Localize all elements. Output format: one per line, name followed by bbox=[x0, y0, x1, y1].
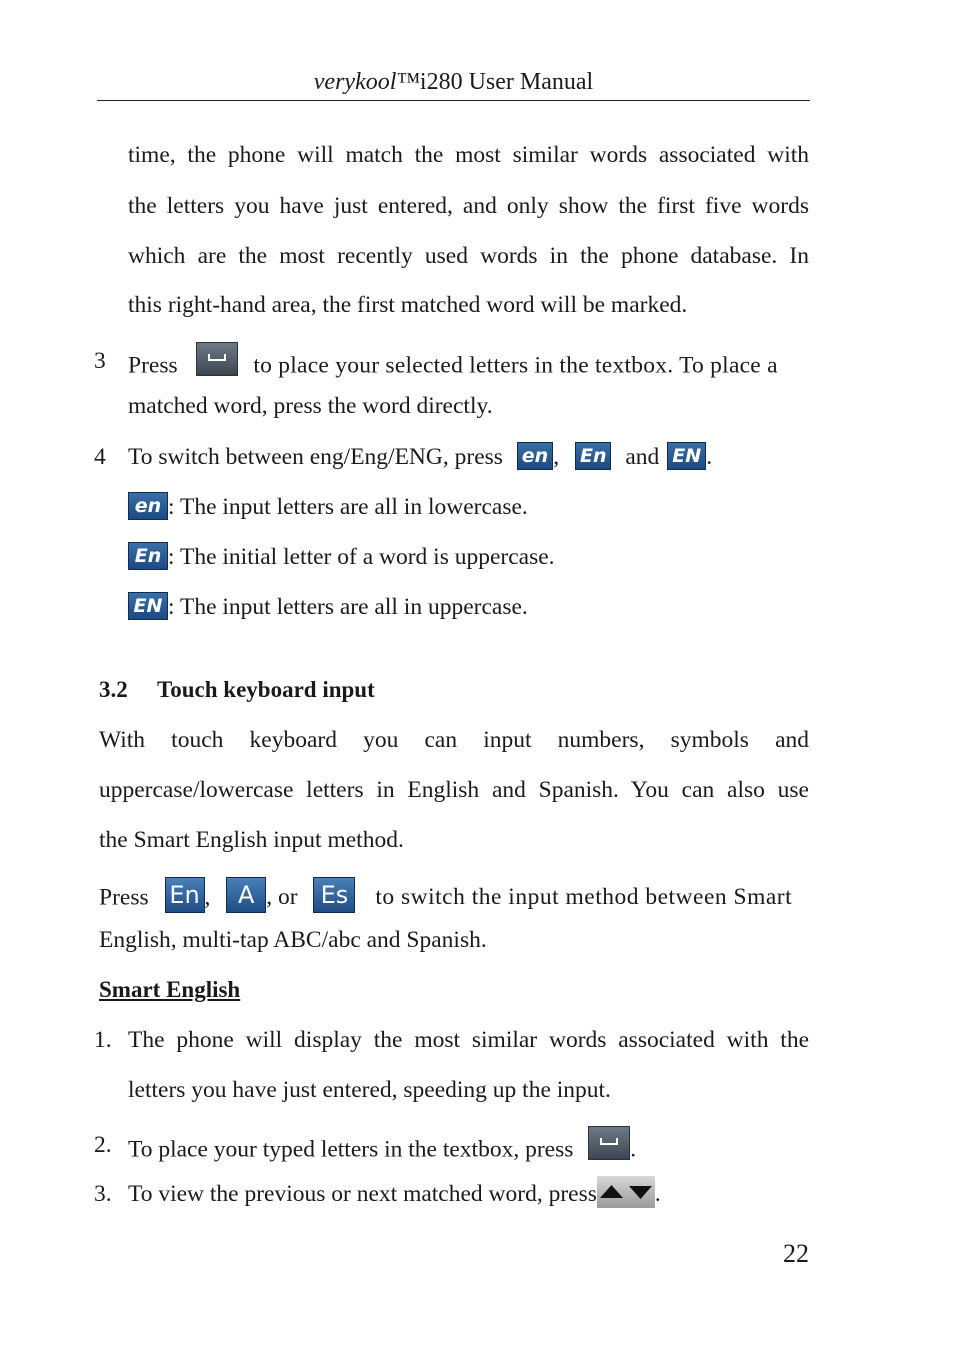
space-key-icon bbox=[196, 342, 238, 384]
comma-1: , bbox=[553, 444, 560, 470]
page-number: 22 bbox=[783, 1239, 809, 1268]
para2-line-2: uppercase/lowercase letters in English and Spanish. You can also use bbox=[99, 777, 809, 803]
para2-line-1: With touch keyboard you can input numbers, symbols and bbox=[99, 727, 809, 753]
en-lowercase-icon: en bbox=[517, 440, 553, 470]
or-text: , or bbox=[266, 884, 298, 911]
list-3-number: 3. bbox=[94, 1181, 112, 1207]
smart-english-key-icon: En bbox=[165, 877, 205, 913]
period: . bbox=[706, 444, 713, 470]
en-initial-caps-icon: En bbox=[575, 440, 612, 470]
list-3-line bbox=[128, 1179, 809, 1212]
en-uppercase-icon: EN bbox=[128, 590, 168, 620]
step-4-text: To switch between eng/Eng/ENG, press bbox=[128, 444, 503, 470]
para2-line-3: the Smart English input method. bbox=[99, 827, 404, 853]
header-title: i280 User Manual bbox=[419, 69, 594, 95]
para1-line-2: the letters you have just entered, and only show the first five words bbox=[128, 193, 809, 219]
mode-initial-caps-desc: : The initial letter of a word is uppercase. bbox=[168, 544, 555, 570]
para1-line-3: which are the most recently used words in the phone database. In bbox=[128, 243, 809, 269]
page-header bbox=[97, 66, 810, 101]
mode-uppercase-row bbox=[128, 592, 809, 624]
up-down-arrows-icon bbox=[597, 1176, 655, 1208]
list-2-number: 2. bbox=[94, 1132, 112, 1158]
list-3-text: To view the previous or next matched word, press bbox=[128, 1181, 597, 1207]
press-after-text: to switch the input method between Smart bbox=[375, 884, 793, 911]
para1-line-1: time, the phone will match the most similar words associated with bbox=[128, 142, 809, 168]
mode-lowercase-row bbox=[128, 492, 809, 524]
para1-line-4: this right-hand area, the first matched word will be marked. bbox=[128, 292, 688, 318]
list-3-period: . bbox=[654, 1181, 661, 1207]
step-3-after: to place your selected letters in the textbox. To place a bbox=[253, 352, 778, 379]
step-3-line-1 bbox=[128, 346, 809, 388]
mode-uppercase-desc: : The input letters are all in uppercase. bbox=[168, 594, 528, 620]
list-1-line-2: letters you have just entered, speeding up the input. bbox=[128, 1077, 611, 1103]
multitap-abc-key-icon: A bbox=[226, 877, 266, 913]
list-2-period: . bbox=[630, 1136, 637, 1163]
spanish-key-icon: Es bbox=[313, 877, 355, 913]
press-text: Press bbox=[99, 884, 149, 911]
en-uppercase-icon: EN bbox=[667, 440, 706, 470]
list-1-line-1: The phone will display the most similar words associated with the bbox=[128, 1027, 809, 1053]
step-4-line bbox=[128, 442, 809, 474]
en-lowercase-icon: en bbox=[128, 490, 168, 520]
list-2-text: To place your typed letters in the textbox, press bbox=[128, 1136, 574, 1163]
space-key-icon bbox=[588, 1126, 630, 1168]
section-number: 3.2 bbox=[99, 677, 128, 702]
list-2-line bbox=[128, 1130, 809, 1172]
press-keys-line bbox=[99, 881, 809, 917]
step-3-line-2: matched word, press the word directly. bbox=[128, 393, 493, 419]
mode-lowercase-desc: : The input letters are all in lowercase. bbox=[168, 494, 528, 520]
smart-english-subheading: Smart English bbox=[99, 977, 241, 1002]
step-3-press: Press bbox=[128, 352, 178, 379]
comma-a: , bbox=[204, 884, 211, 911]
press-line-2: English, multi-tap ABC/abc and Spanish. bbox=[99, 927, 487, 953]
and-text: and bbox=[625, 444, 660, 470]
list-1-number: 1. bbox=[94, 1027, 112, 1053]
en-initial-caps-icon: En bbox=[128, 540, 168, 570]
section-title: Touch keyboard input bbox=[157, 677, 375, 702]
mode-initial-caps-row bbox=[128, 542, 809, 574]
step-4-number: 4 bbox=[94, 444, 106, 470]
step-3-number: 3 bbox=[94, 348, 106, 374]
header-brand: verykool™ bbox=[313, 69, 420, 95]
section-heading bbox=[99, 675, 375, 705]
